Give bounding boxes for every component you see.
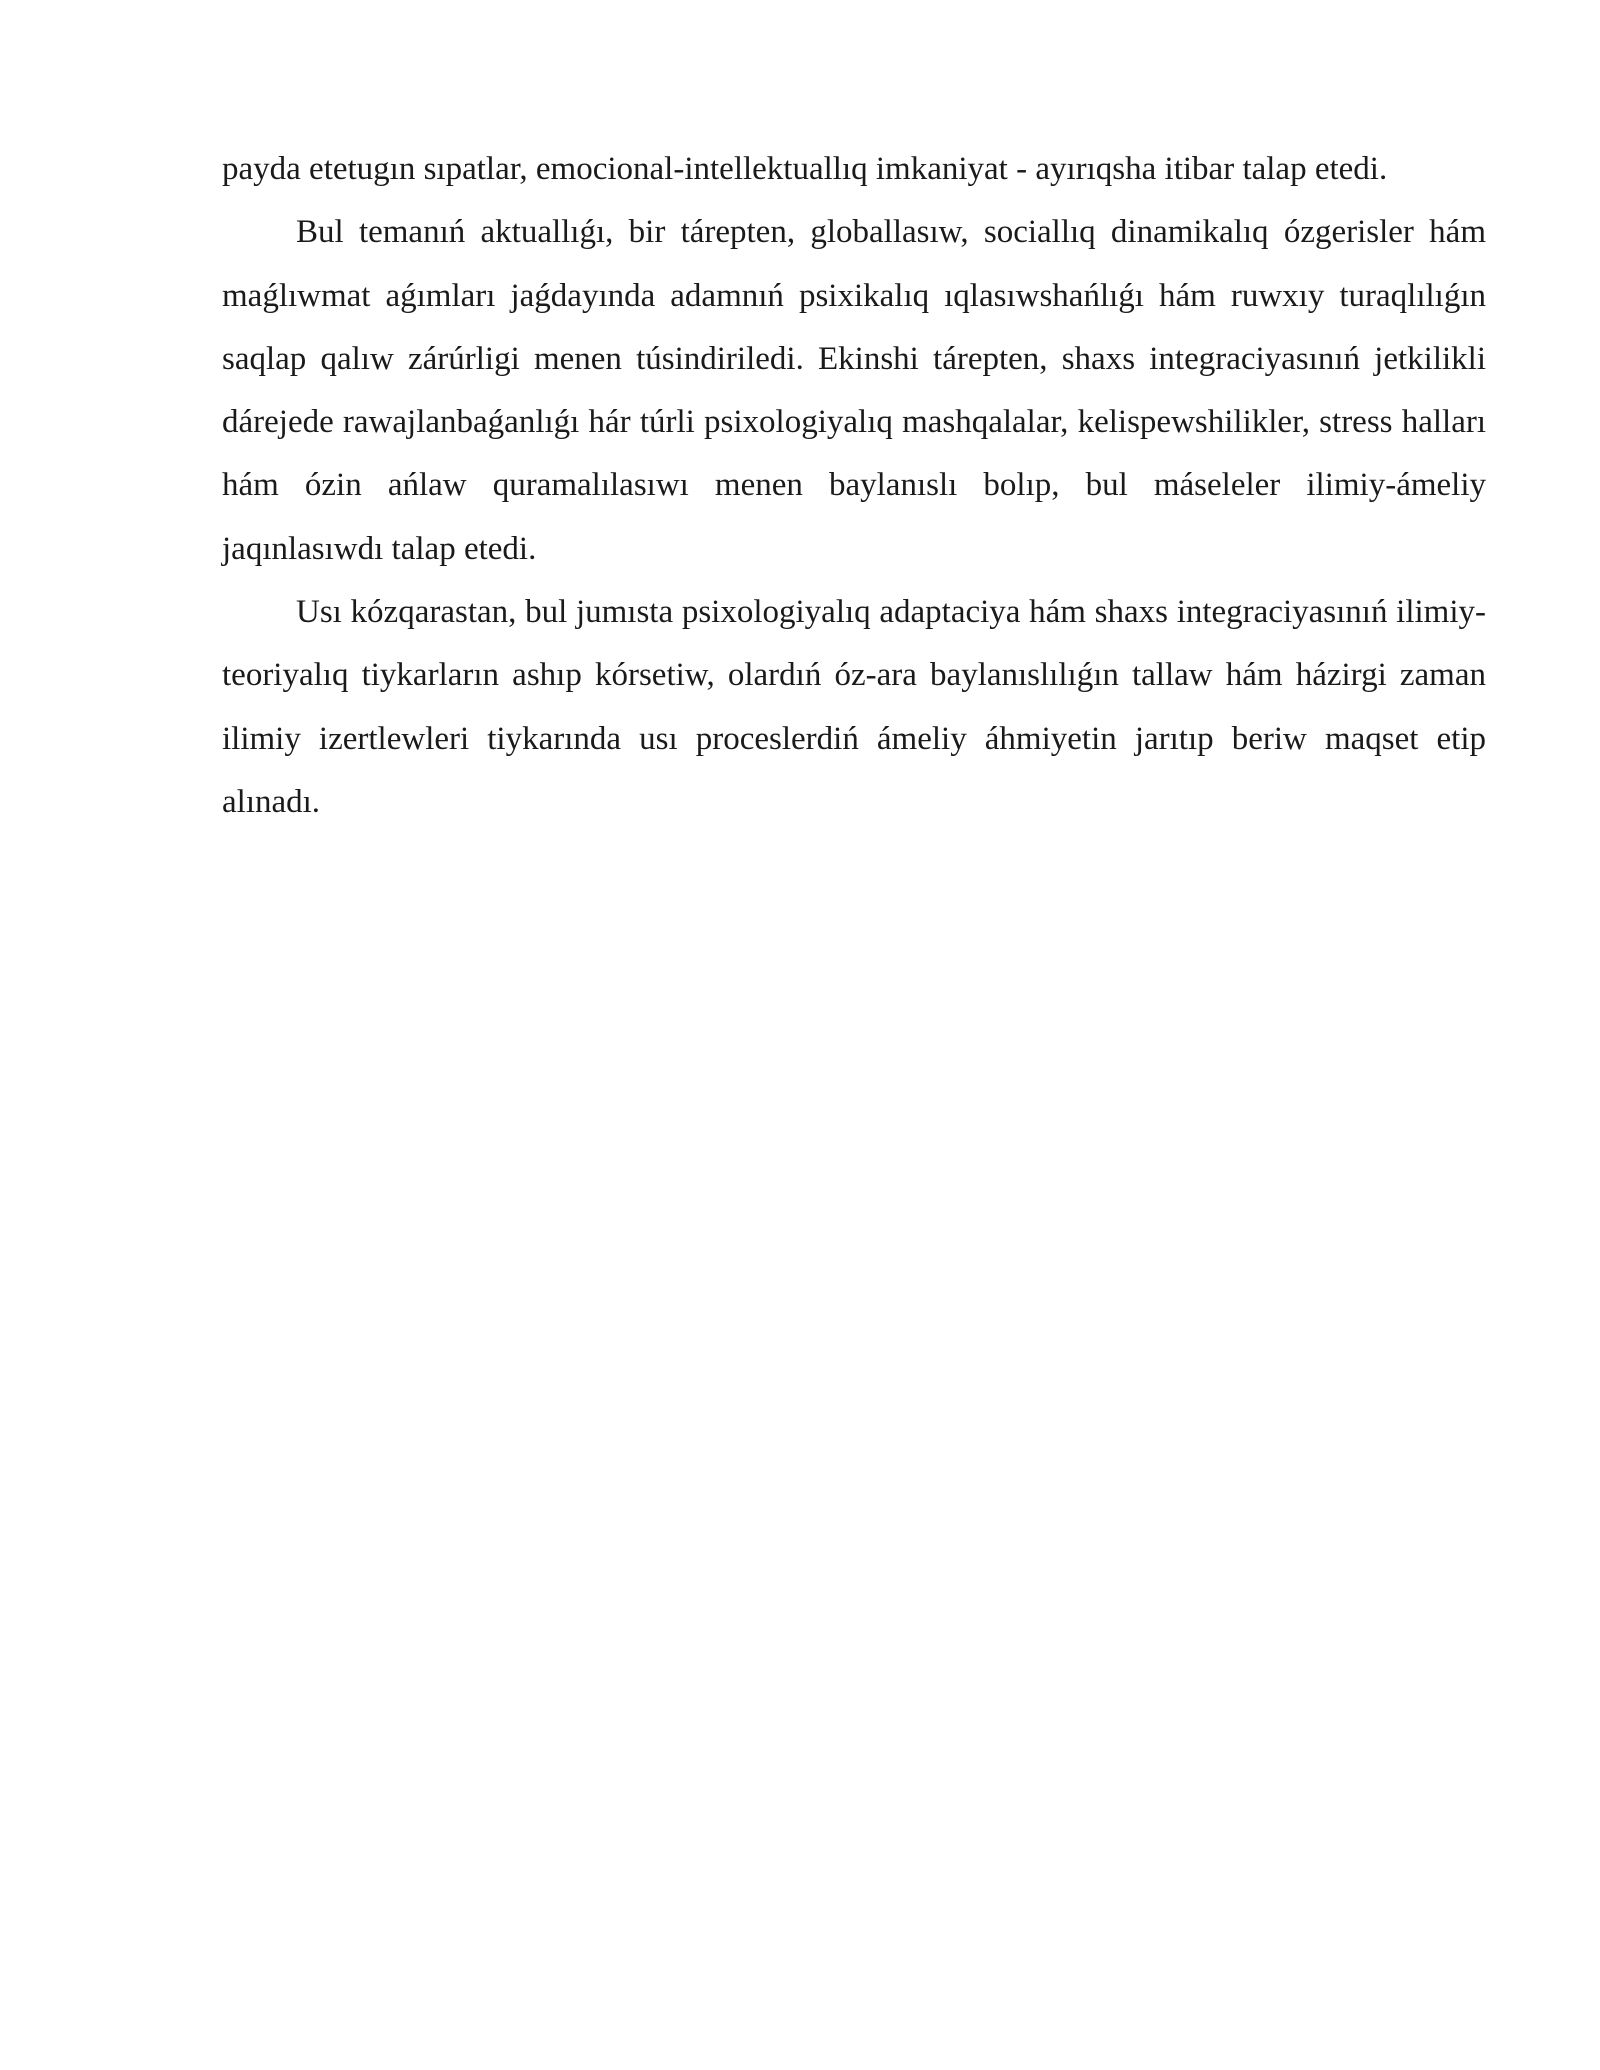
paragraph-2: Bul temanıń aktuallıǵı, bir tárepten, globallasıw, sociallıq dinamikalıq ózgerisler hám maǵlıwmat aǵımları jaǵdayında adamnıń psixikalıq ıqlasıwshańlıǵı hám ruwxıy turaqlılıǵın saqlap qalıw zárúrligi menen túsindiriledi. Ekinshi tárepten, shaxs integraciyasınıń jetkilikli dárejede rawajlanbaǵanlıǵı hár túrli psixologiyalıq mashqalalar, kelispewshilikler, stress halları hám ózin ańlaw quramalılasıwı menen baylanıslı bolıp, bul máseleler ilimiy-ámeliy jaqınlasıwdı talap etedi. [222,214,1486,567]
paragraph-1: payda etetugın sıpatlar, emocional-intellektuallıq imkaniyat - ayırıqsha itibar talap etedi. [222,151,1388,187]
paragraph-3: Usı kózqarastan, bul jumısta psixologiyalıq adaptaciya hám shaxs integraciyasınıń ilimiy-teoriyalıq tiykarların ashıp kórsetiw, olardıń óz-ara baylanıslılıǵın tallaw hám házirgi zaman ilimiy izertlewleri tiykarında usı proceslerdiń ámeliy áhmiyetin jarıtıp beriw maqset etip alınadı. [222,594,1486,820]
document-body [222,138,1486,834]
